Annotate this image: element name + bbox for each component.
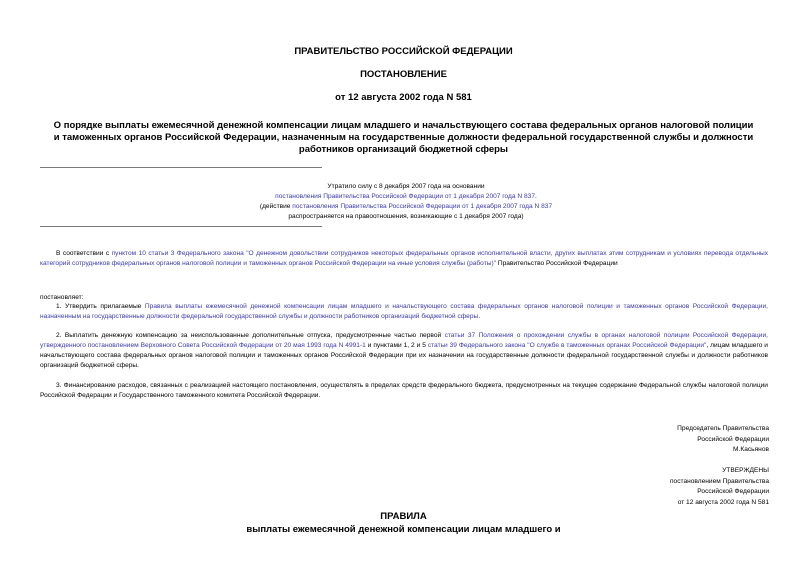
p1-text-1: 1. Утвердить прилагаемые — [56, 303, 145, 310]
paragraph-2 — [40, 331, 768, 371]
approved-line-1: УТВЕРЖДЕНЫ — [722, 467, 769, 474]
p1-text-2: . — [478, 313, 481, 320]
decree-date: от 12 августа 2002 года N 581 — [335, 92, 472, 103]
p2-article-39-link[interactable]: статьи 39 Федерального закона "О службе в таможенных органах Российской Федерации" — [427, 342, 707, 349]
approved-line-3: Российской Федерации — [697, 488, 769, 495]
p2-text-1: 2. Выплатить денежную компенсацию за неиспользованные дополнительные отпуска, предусмотренные частью первой — [56, 332, 445, 339]
rules-title: ПРАВИЛА — [380, 511, 427, 522]
approved-line-4: от 12 августа 2002 года N 581 — [677, 498, 769, 506]
decrees-word: постановляет: — [40, 294, 84, 301]
lapsed-link-1[interactable]: постановления Правительства Российской Федерации от 1 декабря 2007 года N 837 — [275, 193, 535, 200]
lapsed-line-2 — [226, 192, 586, 202]
divider-bottom — [40, 226, 322, 227]
intro-paragraph — [40, 249, 768, 269]
lapsed-line-3 — [226, 202, 586, 212]
intro-law-link[interactable]: пунктом 10 статьи 3 Федерального закона "О денежном довольствии сотрудников некоторых федеральных органов исполнительной власти, других выплатах этим сотрудникам и условиях перевода отдельных категорий сотрудников федеральных органов налоговой полиции и таможенных органов Российской Федерации на иные условия службы (работы)" — [40, 250, 768, 267]
rules-subtitle: выплаты ежемесячной денежной компенсации лицам младшего и — [246, 524, 561, 535]
lapsed-line-1: Утратило силу с 8 декабря 2007 года на основании — [327, 183, 485, 190]
lapsed-line-2-end: . — [535, 193, 537, 200]
signature-name: М.Касьянов — [733, 446, 769, 453]
signature-line-1: Председатель Правительства — [677, 425, 769, 432]
p2-text-2: и пунктами 1, 2 и 5 — [365, 342, 428, 349]
paragraph-3: 3. Финансирование расходов, связанных с реализацией настоящего постановления, осуществлять в пределах средств федерального бюджета, предусмотренных на текущее содержание Федеральной службы налоговой полиции Российской Федерации и Государственного таможенного комитета Российской Федерации. — [40, 382, 768, 399]
signature-line-2: Российской Федерации — [697, 435, 769, 443]
paragraph-1 — [40, 302, 768, 322]
approved-block — [569, 466, 769, 508]
signature-block — [569, 424, 769, 456]
intro-text-1: В соответствии с — [56, 250, 112, 257]
lapsed-notice — [226, 182, 586, 222]
p1-rules-link[interactable]: Правила выплаты ежемесячной денежной компенсации лицам младшего и начальствующего состава федеральных органов налоговой полиции и таможенных органов Российской Федерации, назначенным на государственные должности федеральной государственной службы и должности работников организаций бюджетной сферы — [40, 303, 768, 320]
approved-line-2: постановлением Правительства — [669, 477, 769, 485]
lapsed-line-3-start: (действие — [259, 203, 293, 210]
government-heading: ПРАВИТЕЛЬСТВО РОССИЙСКОЙ ФЕДЕРАЦИИ — [294, 46, 513, 57]
lapsed-link-2[interactable]: постановления Правительства Российской Федерации от 1 декабря 2007 года N 837 — [292, 203, 553, 210]
intro-text-2: Правительство Российской Федерации — [496, 260, 618, 267]
document-title: О порядке выплаты ежемесячной денежной компенсации лицам младшего и начальствующего состава федеральных органов налоговой полиции и таможенных органов Российской Федерации, назначенным на государственные должности федеральной государственной службы и должности работников организаций бюджетной сферы — [53, 120, 754, 155]
p2-article-37-link[interactable]: статьи 37 Положения о прохождении службы в органах налоговой полиции Российской Федерации, утвержденного постановлением Верховного Совета Российской Федерации от 20 мая 1993 года N 4991-1 — [40, 332, 768, 349]
p2-text-3: , лицам младшего и начальствующего состава федеральных органов налоговой полиции и таможенных органов Российской Федерации при их назначении на государственные должности федеральной государственной службы и должности работников организаций бюджетной сферы. — [40, 342, 768, 369]
lapsed-line-4: распространяется на правоотношения, возникающие с 1 декабря 2007 года) — [288, 213, 524, 220]
divider-top — [40, 167, 322, 168]
decree-heading: ПОСТАНОВЛЕНИЕ — [360, 69, 447, 80]
